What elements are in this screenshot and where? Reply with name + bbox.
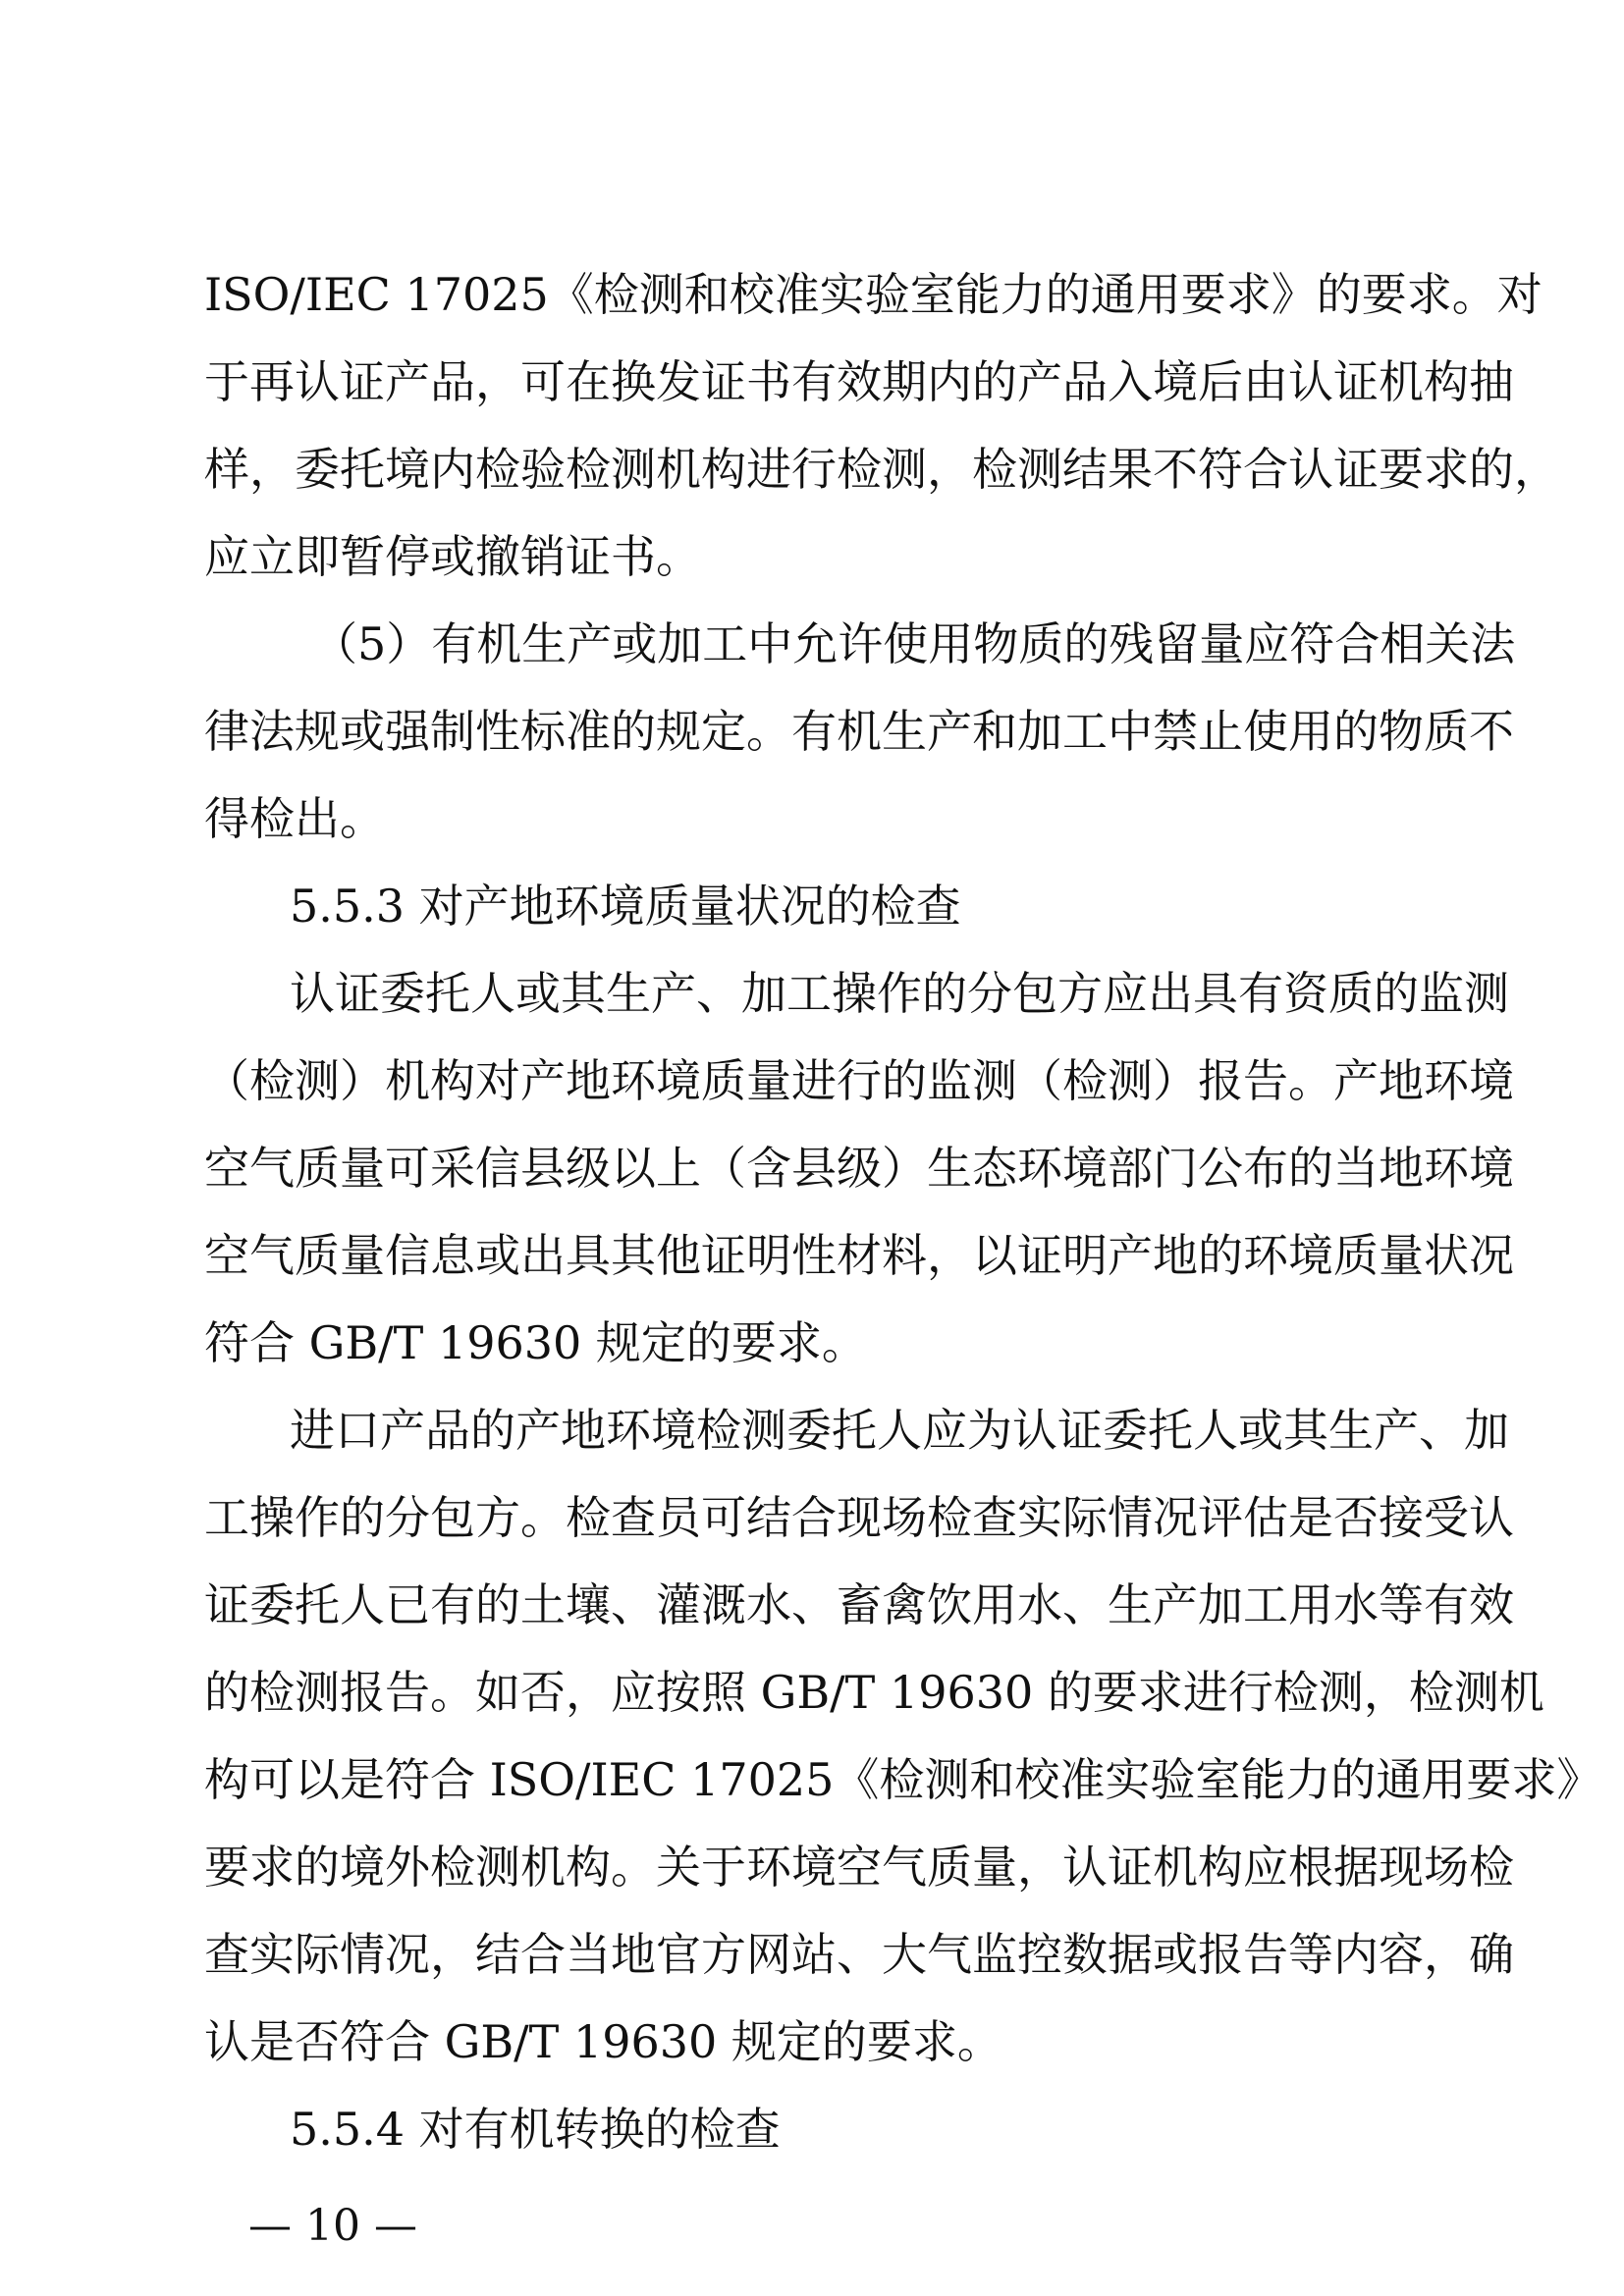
text-line-9: 认证委托人或其生产、加工操作的分包方应出具有资质的监测 xyxy=(290,967,1509,1020)
text-line-19: 要求的境外检测机构。关于环境空气质量，认证机构应根据现场检 xyxy=(204,1841,1514,1894)
text-line-2: 于再认证产品，可在换发证书有效期内的产品入境后由认证机构抽 xyxy=(204,355,1514,408)
page-number: — 10 — xyxy=(248,2201,417,2251)
text-line-4: 应立即暂停或撤销证书。 xyxy=(204,530,701,583)
text-line-17: 的检测报告。如否，应按照 GB/T 19630 的要求进行检测，检测机 xyxy=(204,1666,1544,1719)
text-line-3: 样，委托境内检验检测机构进行检测，检测结果不符合认证要求的， xyxy=(204,443,1559,496)
text-line-6: 律法规或强制性标准的规定。有机生产和加工中禁止使用的物质不 xyxy=(204,705,1514,758)
text-line-20: 查实际情况，结合当地官方网站、大气监控数据或报告等内容，确 xyxy=(204,1928,1514,1981)
text-line-12: 空气质量信息或出具其他证明性材料，以证明产地的环境质量状况 xyxy=(204,1229,1514,1282)
text-line-15: 工操作的分包方。检查员可结合现场检查实际情况评估是否接受认 xyxy=(204,1491,1514,1544)
text-line-1: ISO/IEC 17025《检测和校准实验室能力的通用要求》的要求。对 xyxy=(204,268,1543,321)
text-line-10: （检测）机构对产地环境质量进行的监测（检测）报告。产地环境 xyxy=(204,1054,1514,1107)
text-line-5: （5）有机生产或加工中允许使用物质的残留量应符合相关法 xyxy=(312,617,1516,670)
text-line-13: 符合 GB/T 19630 规定的要求。 xyxy=(204,1316,867,1369)
text-line-21: 认是否符合 GB/T 19630 规定的要求。 xyxy=(204,2015,1002,2068)
text-line-18: 构可以是符合 ISO/IEC 17025《检测和校准实验室能力的通用要求》 xyxy=(204,1753,1602,1806)
text-line-16: 证委托人已有的土壤、灌溉水、畜禽饮用水、生产加工用水等有效 xyxy=(204,1578,1514,1631)
text-line-11: 空气质量可采信县级以上（含县级）生态环境部门公布的当地环境 xyxy=(204,1142,1514,1195)
section-heading-5-5-3: 5.5.3 对产地环境质量状况的检查 xyxy=(290,880,961,933)
section-heading-5-5-4: 5.5.4 对有机转换的检查 xyxy=(290,2103,781,2156)
text-line-7: 得检出。 xyxy=(204,792,385,845)
text-line-14: 进口产品的产地环境检测委托人应为认证委托人或其生产、加 xyxy=(290,1404,1509,1457)
